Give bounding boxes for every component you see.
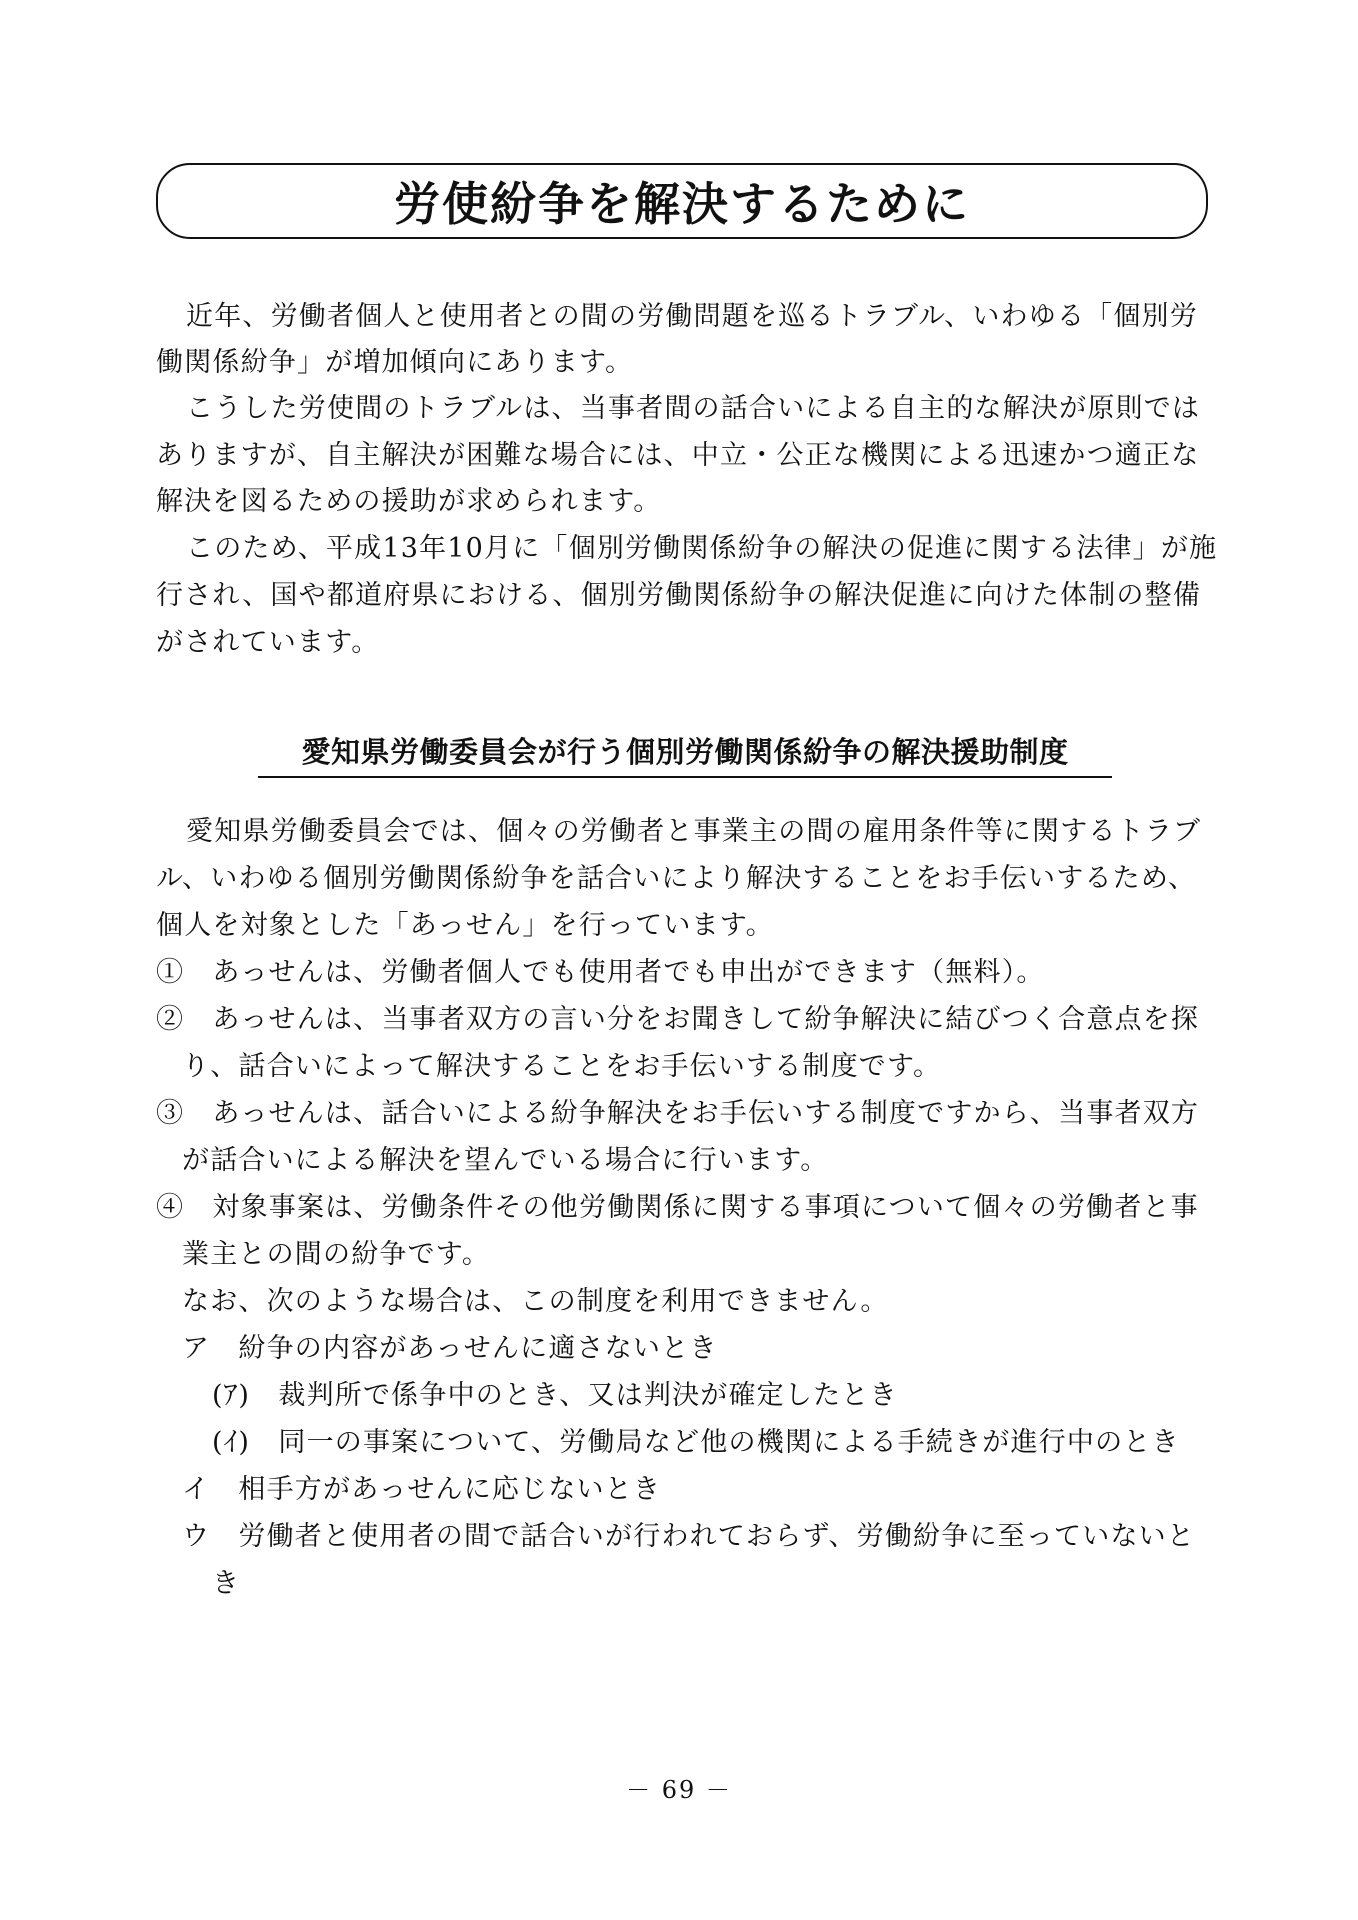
page-title: 労使紛争を解決するために (394, 177, 970, 231)
exclusion-subitem-2: (ｲ) 同一の事案について、労働局など他の機関による手続きが進行中のとき (212, 1427, 1180, 1458)
intro-line: こうした労使間のトラブルは、当事者間の話合いによる自主的な解決が原則では (186, 393, 1201, 424)
body-line: ル、いわゆる個別労働関係紛争を話合いにより解決することをお手伝いするため、 (156, 863, 1197, 894)
list-item-1: ① あっせんは、労働者個人でも使用者でも申出ができます（無料）。 (156, 957, 1045, 988)
body-line: 愛知県労働委員会では、個々の労働者と事業主の間の雇用条件等に関するトラブ (186, 816, 1202, 847)
intro-line: 解決を図るための援助が求められます。 (156, 486, 662, 517)
exclusion-item-u-cont: き (212, 1568, 241, 1599)
intro-line: このため、平成13年10月に「個別労働関係紛争の解決の促進に関する法律」が施 (186, 533, 1218, 564)
page-title-box (156, 163, 1208, 239)
page-number: － 69 － (626, 1776, 732, 1804)
intro-line: 近年、労働者個人と使用者との間の労働問題を巡るトラブル、いわゆる「個別労 (186, 301, 1198, 332)
intro-line: ありますが、自主解決が困難な場合には、中立・公正な機関による迅速かつ適正な (156, 440, 1200, 471)
exclusion-item-i: イ 相手方があっせんに応じないとき (182, 1474, 662, 1505)
list-item-3-cont: が話合いによる解決を望んでいる場合に行います。 (182, 1145, 829, 1176)
exclusion-item-a: ア 紛争の内容があっせんに適さないとき (182, 1333, 718, 1364)
exclusion-subitem-1: (ｱ) 裁判所で係争中のとき、又は判決が確定したとき (212, 1380, 898, 1411)
exclusion-item-u: ウ 労働者と使用者の間で話合いが行われておらず、労働紛争に至っていないと (182, 1521, 1196, 1552)
list-item-4: ④ 対象事案は、労働条件その他労働関係に関する事項について個々の労働者と事 (156, 1192, 1199, 1223)
intro-line: 行され、国や都道府県における、個別労働関係紛争の解決促進に向けた体制の整備 (156, 580, 1202, 611)
list-item-2-cont: り、話合いによって解決することをお手伝いする制度です。 (182, 1051, 942, 1082)
exclusion-note: なお、次のような場合は、この制度を利用できません。 (182, 1286, 889, 1317)
list-item-3: ③ あっせんは、話合いによる紛争解決をお手伝いする制度ですから、当事者双方 (156, 1098, 1200, 1129)
body-line: 個人を対象とした「あっせん」を行っています。 (156, 910, 774, 941)
intro-line: 働関係紛争」が増加傾向にあります。 (156, 347, 634, 378)
list-item-2: ② あっせんは、当事者双方の言い分をお聞きして紛争解決に結びつく合意点を探 (156, 1004, 1200, 1035)
intro-line: がされています。 (156, 627, 380, 658)
section-heading: 愛知県労働委員会が行う個別労働関係紛争の解決援助制度 (258, 730, 1112, 778)
list-item-4-cont: 業主との間の紛争です。 (182, 1239, 491, 1270)
